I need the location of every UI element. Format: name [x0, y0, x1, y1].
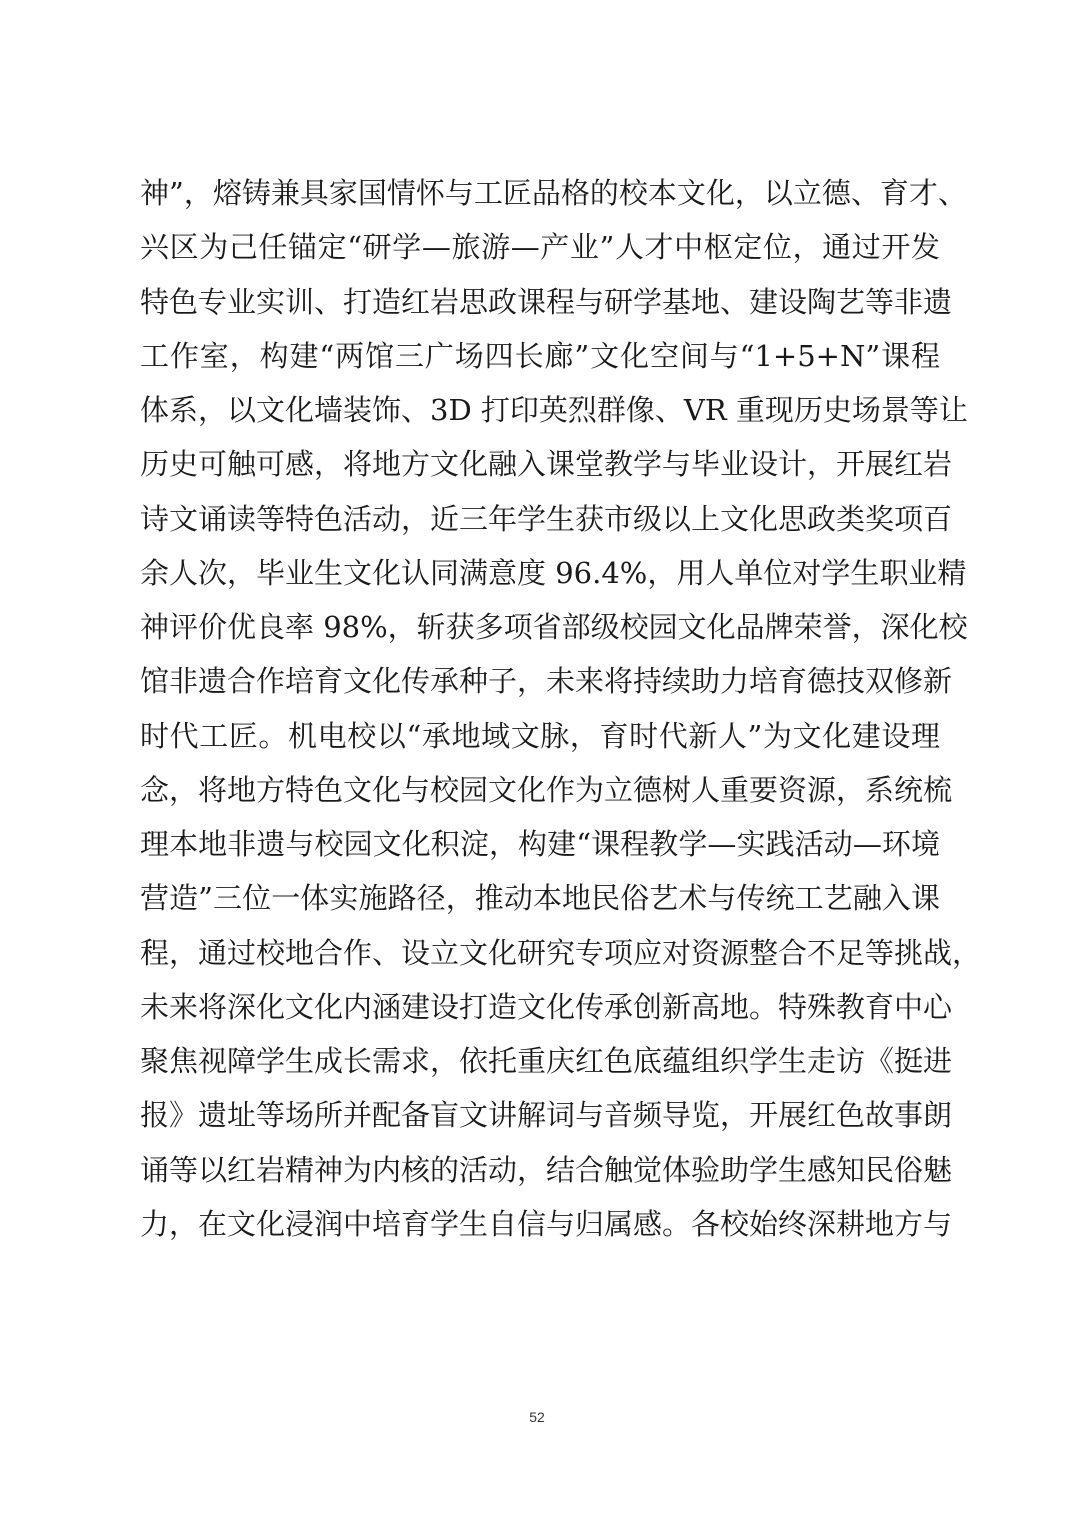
text-line-12: 念，将地方特色文化与校园文化作为立德树人重要资源，系统梳 [140, 772, 953, 807]
text-line-9: 神评价优良率 98%，斩获多项省部级校园文化品牌荣誉，深化校 [140, 610, 968, 644]
text-line-17: 聚焦视障学生成长需求，依托重庆红色底蕴组织学生走访《挺进 [140, 1044, 953, 1078]
text-line-11: 时代工匠。机电校以“承地域文脉，育时代新人”为文化建设理 [140, 718, 940, 753]
text-line-16: 未来将深化文化内涵建设打造文化传承创新高地。特殊教育中心 [140, 989, 953, 1024]
text-line-20: 力，在文化浸润中培育学生自信与归属感。各校始终深耕地方与 [140, 1206, 953, 1241]
text-line-10: 馆非遗合作培育文化传承种子，未来将持续助力培育德技双修新 [140, 664, 953, 699]
text-line-18: 报》遗址等场所并配备盲文讲解词与音频导览，开展红色故事朗 [140, 1098, 953, 1133]
text-line-13: 理本地非遗与校园文化积淀，构建“课程教学—实践活动—环境 [140, 827, 940, 861]
body-paragraph [140, 166, 982, 1251]
text-line-15: 程，通过校地合作、设立文化研究专项应对资源整合不足等挑战， [140, 935, 982, 970]
text-line-4: 工作室，构建“两馆三广场四长廊”文化空间与“1+5+N”课程 [140, 338, 940, 373]
text-line-1: 神”，熔铸兼具家国情怀与工匠品格的校本文化，以立德、育才、 [140, 176, 967, 210]
text-line-7: 诗文诵读等特色活动，近三年学生获市级以上文化思政类奖项百 [140, 501, 953, 536]
page-number: 52 [529, 1409, 545, 1425]
text-line-2: 兴区为己任锚定“研学—旅游—产业”人才中枢定位，通过开发 [140, 230, 940, 265]
text-line-3: 特色专业实训、打造红岩思政课程与研学基地、建设陶艺等非遗 [140, 284, 953, 319]
text-line-14: 营造”三位一体实施路径，推动本地民俗艺术与传统工艺融入课 [140, 881, 940, 916]
text-line-8: 余人次，毕业生文化认同满意度 96.4%，用人单位对学生职业精 [140, 555, 967, 590]
text-line-19: 诵等以红岩精神为内核的活动，结合触觉体验助学生感知民俗魅 [140, 1152, 953, 1187]
text-line-6: 历史可触可感，将地方文化融入课堂教学与毕业设计，开展红岩 [140, 447, 953, 482]
text-line-5: 体系，以文化墙装饰、3D 打印英烈群像、VR 重现历史场景等让 [140, 393, 968, 427]
